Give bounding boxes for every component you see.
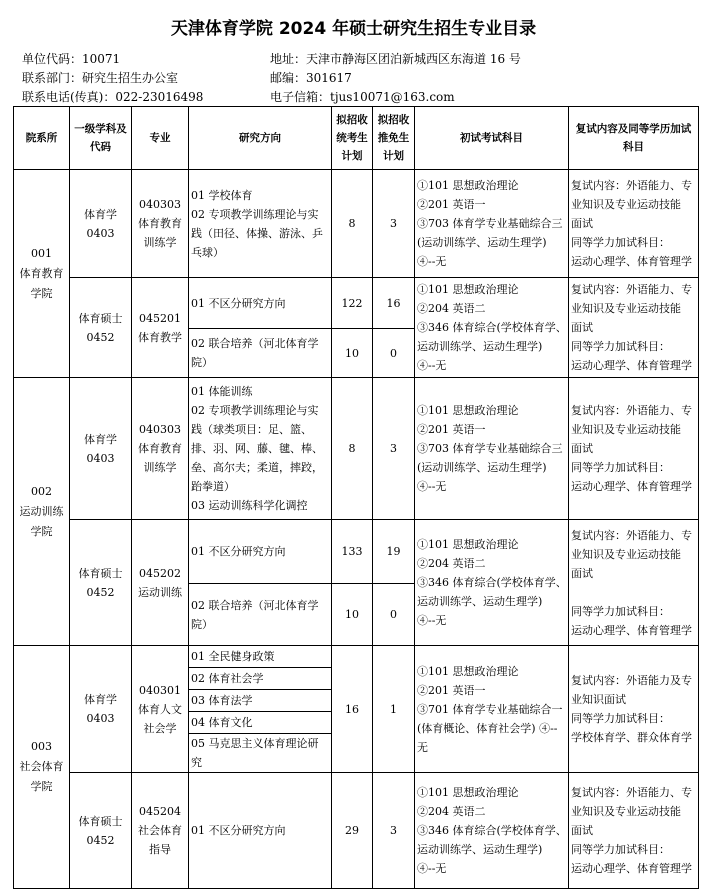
direction-item: 01 体能训练	[191, 385, 253, 398]
major-name: 体育教育训练学	[138, 217, 182, 249]
exam-subjects-line: ②204 英语二	[417, 557, 486, 570]
discipline-code: 0452	[86, 330, 115, 344]
exam-subjects-line: ④--无	[417, 614, 447, 627]
discipline-code: 0403	[86, 712, 115, 725]
direction-cell	[189, 170, 332, 278]
direction-cell	[189, 646, 332, 668]
direction-item: 03 运动训练科学化调控	[191, 499, 308, 512]
major-name: 体育人文社会学	[138, 702, 182, 735]
direction-item: 01 不区分研究方向	[191, 545, 286, 558]
retest-content-line: 同等学力加试科目：	[571, 843, 670, 856]
department-cell	[14, 170, 70, 378]
direction-item: 01 学校体育	[191, 188, 253, 202]
exam-subjects	[415, 646, 569, 773]
discipline-code: 0403	[86, 226, 115, 240]
major-code: 045202	[139, 566, 181, 580]
discipline-code: 0452	[86, 585, 115, 599]
table-row	[14, 278, 699, 329]
retest-content	[569, 170, 699, 278]
retest-content-line: 业知识面试	[571, 693, 626, 706]
direction-item: 02 专项教学训练理论与实践（球类项目：足、篮、排、羽、网、藤、毽、棒、垒、高尔夫；柔道，摔跤，跆拳道）	[191, 404, 323, 493]
major-code: 045204	[139, 805, 181, 818]
exam-subjects-line: ④--无	[417, 480, 447, 493]
exam-subjects-line: ①101 思想政治理论	[417, 664, 519, 678]
unit-code: 单位代码：10071	[22, 52, 121, 66]
direction-cell	[189, 773, 332, 889]
exam-subjects-line: ④--无	[417, 359, 447, 372]
page-title: 天津体育学院 2024 年硕士研究生招生专业目录	[170, 19, 537, 39]
exempt-count: 1	[373, 646, 415, 773]
retest-content-line: 同等学力加试科目：	[571, 461, 670, 474]
header-exam: 初试考试科目	[415, 107, 569, 170]
retest-content-line: 业知识及专业运动技能	[571, 423, 681, 436]
exam-subjects	[415, 170, 569, 278]
exam-subjects-line: 运动训练学、运动生理学)	[417, 595, 543, 608]
exam-subjects-line: ③703 体育学专业基础综合三	[417, 217, 563, 230]
header-discipline: 一级学科及代码	[70, 107, 132, 170]
discipline-cell	[70, 278, 132, 378]
direction-cell	[189, 520, 332, 584]
retest-content-line: 业知识及专业运动技能	[571, 302, 681, 315]
major-cell	[132, 520, 189, 646]
major-code: 040303	[139, 198, 181, 211]
major-code: 040303	[139, 423, 181, 436]
retest-content-line: 运动心理学、体育管理学	[571, 255, 692, 268]
header-exempt: 拟招收推免生计划	[373, 107, 415, 170]
major-name: 体育教育训练学	[138, 442, 182, 474]
major-cell	[132, 378, 189, 520]
retest-content-line: 同等学力加试科目：	[571, 604, 670, 618]
exam-subjects	[415, 378, 569, 520]
exempt-count: 3	[373, 773, 415, 889]
retest-content-line: 面试	[571, 824, 593, 837]
retest-content-line: 业知识及专业运动技能	[571, 198, 681, 211]
direction-item: 05 马克思主义体育理论研究	[191, 737, 319, 769]
plan-count: 10	[332, 329, 373, 378]
exam-subjects-line: ①101 思想政治理论	[417, 538, 519, 551]
contact-phone: 联系电话(传真)：022-23016498	[22, 90, 204, 104]
major-cell	[132, 773, 189, 889]
retest-content-line: 面试	[571, 566, 593, 580]
retest-content-line: 运动心理学、体育管理学	[571, 623, 692, 637]
exempt-count: 16	[373, 278, 415, 329]
major-cell	[132, 278, 189, 378]
direction-cell	[189, 584, 332, 646]
retest-content-line: 运动心理学、体育管理学	[571, 359, 692, 372]
direction-cell	[189, 734, 332, 773]
exam-subjects-line: ②204 英语二	[417, 302, 486, 315]
direction-item: 01 不区分研究方向	[191, 296, 286, 310]
exam-subjects-line: (运动训练学、运动生理学)	[417, 236, 547, 249]
exempt-count: 0	[373, 329, 415, 378]
postcode: 邮编：301617	[270, 71, 352, 85]
exam-subjects-line: 运动训练学、运动生理学)	[417, 340, 543, 353]
plan-count: 8	[332, 170, 373, 278]
header-plan: 拟招收统考生计划	[332, 107, 373, 170]
major-name: 社会体育指导	[138, 824, 182, 856]
retest-content-line: 复试内容：外语能力、专	[571, 179, 692, 192]
retest-content-line: 同等学力加试科目：	[571, 236, 670, 249]
department-code: 003	[31, 740, 52, 753]
exam-subjects	[415, 278, 569, 378]
retest-content-line	[571, 583, 696, 602]
direction-item: 02 体育社会学	[191, 672, 264, 685]
department-name: 体育教育学院	[19, 266, 64, 300]
department-cell	[14, 378, 70, 646]
department-code: 001	[31, 246, 52, 260]
retest-content-line: 复试内容：外语能力及专	[571, 674, 692, 687]
discipline-code: 0452	[86, 833, 115, 847]
discipline-name: 体育学	[84, 693, 117, 706]
exam-subjects-line: (运动训练学、运动生理学)	[417, 461, 547, 474]
discipline-name: 体育学	[84, 207, 117, 221]
direction-cell	[189, 278, 332, 329]
plan-count: 133	[332, 520, 373, 584]
direction-item: 04 体育文化	[191, 716, 253, 729]
retest-content-line: 面试	[571, 217, 593, 230]
discipline-name: 体育硕士	[78, 814, 123, 828]
exam-subjects-line: 无	[417, 740, 428, 754]
plan-count: 10	[332, 584, 373, 646]
retest-content	[569, 773, 699, 889]
exam-subjects-line: ①101 思想政治理论	[417, 786, 519, 799]
exam-subjects	[415, 520, 569, 646]
retest-content-line: 面试	[571, 321, 593, 334]
exam-subjects-line: ②201 英语一	[417, 423, 486, 436]
exam-subjects-line: ③701 体育学专业基础综合一	[417, 702, 563, 716]
major-code: 045201	[139, 311, 181, 325]
direction-cell	[189, 668, 332, 690]
direction-item: 02 专项教学训练理论与实践（田径、体操、游泳、乒乓球）	[191, 207, 323, 259]
address: 地址：天津市静海区团泊新城西区东海道 16 号	[270, 52, 521, 66]
exam-subjects-line: ②201 英语一	[417, 198, 486, 211]
exam-subjects-line: (体育概论、体育社会学) ④--	[417, 721, 558, 735]
discipline-cell	[70, 378, 132, 520]
discipline-cell	[70, 170, 132, 278]
direction-cell	[189, 690, 332, 712]
exam-subjects-line: ③346 体育综合(学校体育学、	[417, 824, 567, 837]
header-retest: 复试内容及同等学历加试科目	[569, 107, 699, 170]
major-name: 体育教学	[138, 330, 182, 344]
department-code: 002	[31, 484, 52, 498]
retest-content-line: 同等学力加试科目：	[571, 712, 670, 725]
retest-content-line: 运动心理学、体育管理学	[571, 480, 692, 493]
discipline-cell	[70, 520, 132, 646]
plan-count: 8	[332, 378, 373, 520]
retest-content-line: 复试内容：外语能力、专	[571, 786, 692, 799]
table-row	[14, 378, 699, 520]
major-cell	[132, 646, 189, 773]
exam-subjects-line: ①101 思想政治理论	[417, 179, 519, 192]
header-direction: 研究方向	[189, 107, 332, 170]
exam-subjects-line: ②201 英语一	[417, 683, 486, 697]
exempt-count: 0	[373, 584, 415, 646]
exam-subjects-line: 运动训练学、运动生理学)	[417, 843, 543, 856]
retest-content-line: 业知识及专业运动技能	[571, 547, 681, 561]
discipline-name: 体育硕士	[78, 566, 123, 580]
retest-content-line: 运动心理学、体育管理学	[571, 862, 692, 875]
exam-subjects-line: ④--无	[417, 255, 447, 268]
header-major: 专业	[132, 107, 189, 170]
exam-subjects-line: ③346 体育综合(学校体育学、	[417, 321, 567, 334]
discipline-name: 体育硕士	[78, 311, 123, 325]
exempt-count: 3	[373, 378, 415, 520]
direction-item: 01 不区分研究方向	[191, 824, 286, 837]
direction-item: 01 全民健身政策	[191, 650, 275, 663]
direction-cell	[189, 712, 332, 734]
plan-count: 122	[332, 278, 373, 329]
direction-cell	[189, 329, 332, 378]
department-name: 运动训练学院	[19, 504, 64, 538]
exam-subjects-line: ④--无	[417, 862, 447, 875]
retest-content-line: 学校体育学、群众体育学	[571, 731, 692, 744]
retest-content	[569, 378, 699, 520]
plan-count: 29	[332, 773, 373, 889]
exam-subjects	[415, 773, 569, 889]
exempt-count: 3	[373, 170, 415, 278]
retest-content-line: 复试内容：外语能力、专	[571, 528, 692, 542]
exam-subjects-line: ②204 英语二	[417, 805, 486, 818]
retest-content-line: 业知识及专业运动技能	[571, 805, 681, 818]
exam-subjects-line: ①101 思想政治理论	[417, 404, 519, 417]
retest-content-line: 同等学力加试科目：	[571, 340, 670, 353]
retest-content-line: 复试内容：外语能力、专	[571, 283, 692, 296]
retest-content	[569, 646, 699, 773]
retest-content	[569, 520, 699, 646]
plan-count: 16	[332, 646, 373, 773]
discipline-code: 0403	[86, 451, 115, 465]
direction-cell	[189, 378, 332, 520]
major-code: 040301	[139, 683, 181, 697]
department-name: 社会体育学院	[19, 760, 64, 793]
exam-subjects-line: ③703 体育学专业基础综合三	[417, 442, 563, 455]
contact-department: 联系部门：研究生招生办公室	[22, 71, 179, 85]
major-cell	[132, 170, 189, 278]
discipline-cell	[70, 646, 132, 773]
table-row	[14, 170, 699, 278]
major-name: 运动训练	[138, 585, 182, 599]
discipline-cell	[70, 773, 132, 889]
direction-item: 02 联合培养（河北体育学院）	[191, 598, 319, 631]
exempt-count: 19	[373, 520, 415, 584]
contact-email: 电子信箱：tjus10071@163.com	[270, 90, 455, 104]
retest-content-line: 复试内容：外语能力、专	[571, 404, 692, 417]
exam-subjects-line: ①101 思想政治理论	[417, 283, 519, 296]
direction-item: 03 体育法学	[191, 694, 253, 707]
department-cell	[14, 646, 70, 889]
header-department: 院系所	[14, 107, 70, 170]
retest-content-line: 面试	[571, 442, 593, 455]
table-row	[14, 646, 699, 668]
retest-content	[569, 278, 699, 378]
catalog-table	[13, 106, 699, 889]
direction-item: 02 联合培养（河北体育学院）	[191, 337, 319, 369]
exam-subjects-line: ③346 体育综合(学校体育学、	[417, 576, 567, 589]
discipline-name: 体育学	[84, 432, 117, 446]
table-row	[14, 773, 699, 889]
table-row	[14, 520, 699, 584]
